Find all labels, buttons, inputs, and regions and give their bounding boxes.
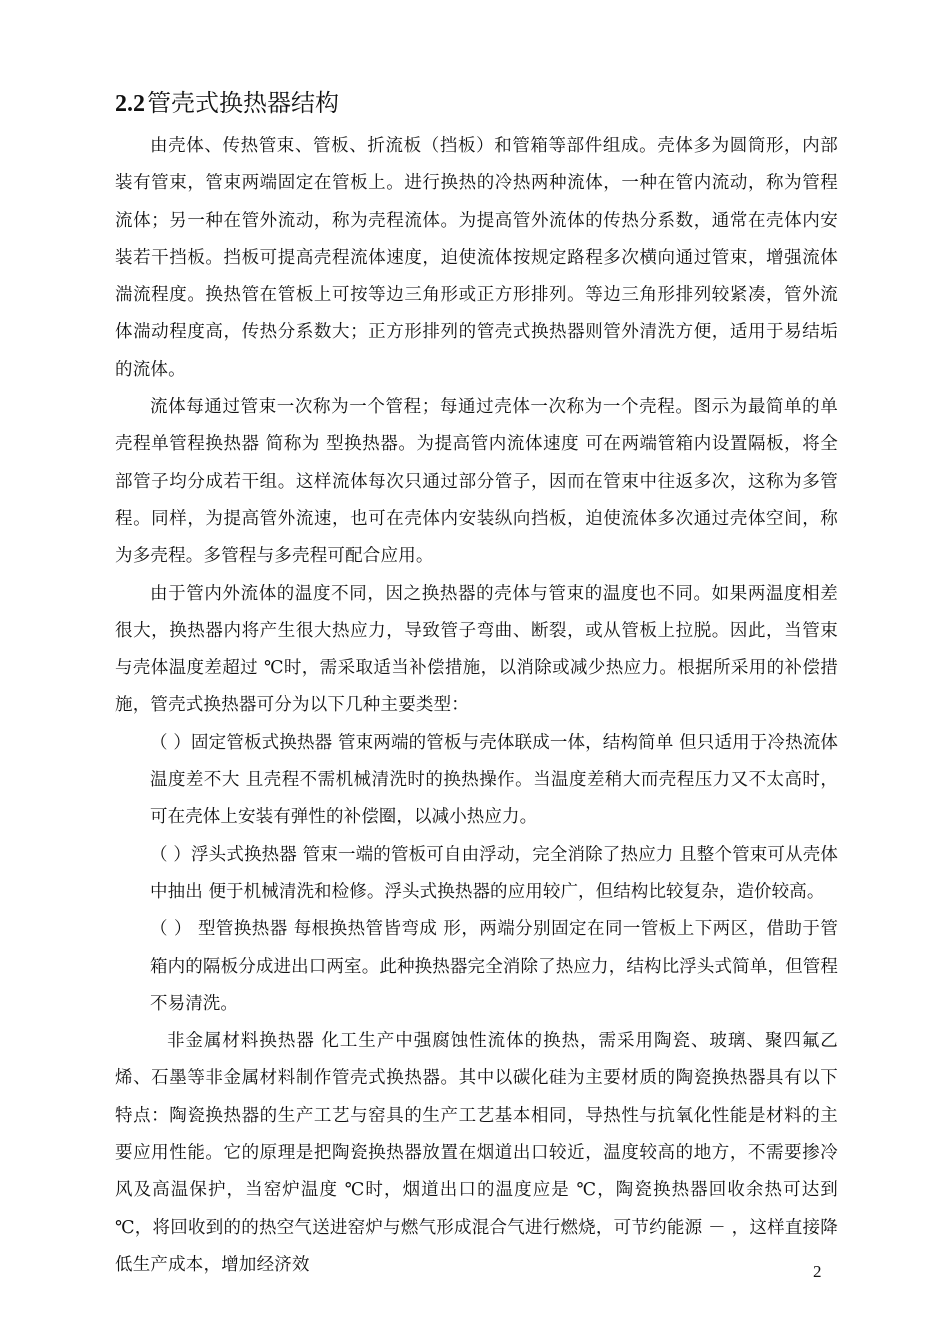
body-text: [115, 128, 838, 1284]
paragraph-thermal-stress: 由于管内外流体的温度不同，因之换热器的壳体与管束的温度也不同。如果两温度相差很大，换热器内将产生很大热应力，导致管子弯曲、断裂，或从管板上拉脱。因此，当管束与壳体温度差超过 ℃时，需采取适当补偿措施，以消除或减少热应力。根据所采用的补偿措施，管壳式换热器可分为以下几种主要类型：: [115, 583, 838, 716]
section-number: 2.2: [115, 91, 145, 117]
paragraph-tube-pass: 流体每通过管束一次称为一个管程；每通过壳体一次称为一个壳程。图示为最简单的单壳程单管程换热器 简称为 型换热器。为提高管内流体速度 可在两端管箱内设置隔板，将全部管子均分成若干组。这样流体每次只通过部分管子，因而在管束中往返多次，这称为多管程。同样，为提高管外流速，也可在壳体内安装纵向挡板，迫使流体多次通过壳体空间，称为多壳程。多管程与多壳程可配合应用。: [115, 397, 838, 567]
section-heading: [115, 85, 339, 122]
list-item-fixed-tubesheet: （ ）固定管板式换热器 管束两端的管板与壳体联成一体，结构简单 但只适用于冷热流体温度差不大 且壳程不需机械清洗时的换热操作。当温度差稍大而壳程压力又不太高时，可在壳体上安装有弹性的补偿圈，以减小热应力。: [150, 732, 838, 828]
list-item-u-tube: （ ） 型管换热器 每根换热管皆弯成 形，两端分别固定在同一管板上下两区，借助于管箱内的隔板分成进出口两室。此种换热器完全消除了热应力，结构比浮头式简单，但管程不易清洗。: [150, 919, 838, 1014]
paragraph-nonmetal: 非金属材料换热器 化工生产中强腐蚀性流体的换热，需采用陶瓷、玻璃、聚四氟乙烯、石墨等非金属材料制作管壳式换热器。其中以碳化硅为主要材质的陶瓷换热器具有以下特点：陶瓷换热器的生产工艺与窑具的生产工艺基本相同，导热性与抗氧化性能是材料的主要应用性能。它的原理是把陶瓷换热器放置在烟道出口较近，温度较高的地方，不需要掺冷风及高温保护，当窑炉温度 ℃时，烟道出口的温度应是 ℃，陶瓷换热器回收余热可达到 ℃，将回收到的的热空气送进窑炉与燃气形成混合气进行燃烧，可节约能源 － ，这样直接降低生产成本，增加经济效: [115, 1031, 838, 1275]
section-title: 管壳式换热器结构: [147, 89, 339, 117]
list-item-floating-head: （ ）浮头式换热器 管束一端的管板可自由浮动，完全消除了热应力 且整个管束可从壳体中抽出 便于机械清洗和检修。浮头式换热器的应用较广，但结构比较复杂，造价较高。: [150, 844, 838, 902]
page-number: 2: [813, 1262, 822, 1281]
paragraph-structure: 由壳体、传热管束、管板、折流板（挡板）和管箱等部件组成。壳体多为圆筒形，内部装有管束，管束两端固定在管板上。进行换热的冷热两种流体，一种在管内流动，称为管程流体；另一种在管外流动，称为壳程流体。为提高管外流体的传热分系数，通常在壳体内安装若干挡板。挡板可提高壳程流体速度，迫使流体按规定路程多次横向通过管束，增强流体湍流程度。换热管在管板上可按等边三角形或正方形排列。等边三角形排列较紧凑，管外流体湍动程度高，传热分系数大；正方形排列的管壳式换热器则管外清洗方便，适用于易结垢的流体。: [115, 136, 838, 380]
